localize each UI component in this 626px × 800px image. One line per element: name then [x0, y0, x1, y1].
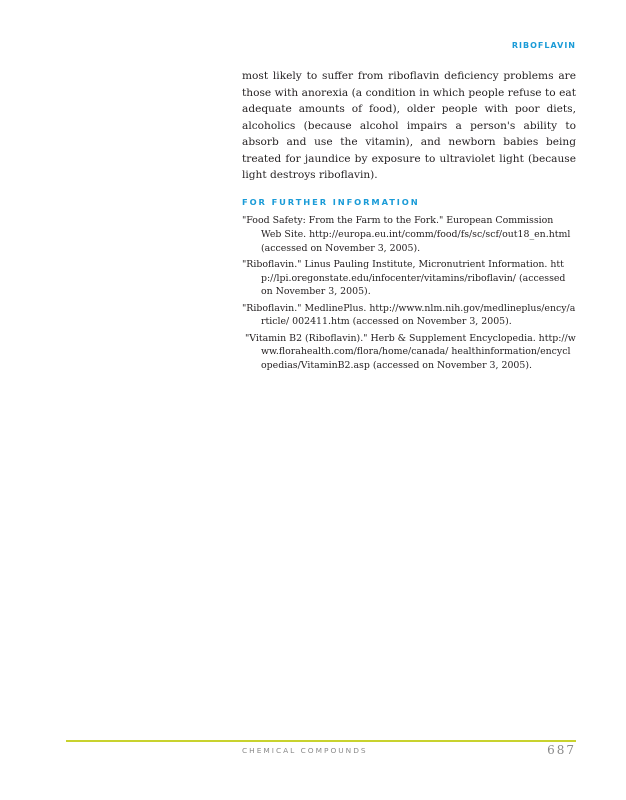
reference-source: MedlinePlus. [304, 302, 367, 314]
reference-item [242, 214, 576, 255]
reference-title: "Food Safety: From the Farm to the Fork." [242, 215, 444, 226]
body-paragraph: most likely to suffer from riboflavin deficiency problems are those with anorexia (a condition in which people refuse to eat adequate amounts of food), older people with poor diets, alcoholics (because alcohol impairs a person's ability to absorb and use the vitamin), and newborn babies being treated for jaundice by exposure to ultraviolet light (because light destroys riboflavin). [242, 70, 576, 181]
reference-source: European Commission Web Site. [261, 215, 554, 240]
running-head: RIBOFLAVIN [511, 41, 576, 50]
section-heading: FOR FURTHER INFORMATION [242, 197, 420, 207]
footer-rule [66, 740, 576, 742]
reference-title: "Riboflavin." [242, 258, 302, 270]
reference-url[interactable]: http://www.nlm.nih.gov/medlineplus/ency/article/ 002411.htm [261, 302, 576, 328]
reference-url[interactable]: http://europa.eu.int/comm/food/fs/sc/scf/out18_en.html [309, 228, 571, 240]
reference-item [242, 302, 576, 330]
reference-accessed: (accessed on November 3, 2005). [261, 272, 566, 298]
reference-title: "Riboflavin." [242, 302, 302, 314]
reference-accessed: (accessed on November 3, 2005). [372, 360, 532, 372]
reference-accessed: (accessed on November 3, 2005). [352, 316, 512, 328]
reference-item [242, 258, 576, 299]
page-number: 687 [547, 743, 576, 757]
reference-url[interactable]: http://www.florahealth.com/flora/home/canada/ healthinformation/encyclopedias/VitaminB2.asp [261, 332, 576, 372]
reference-item [239, 332, 576, 373]
reference-list [242, 214, 576, 375]
reference-url[interactable]: http://lpi.oregonstate.edu/infocenter/vitamins/riboflavin/ [261, 258, 564, 284]
footer-section-label: CHEMICAL COMPOUNDS [242, 746, 368, 755]
reference-source: Herb & Supplement Encyclopedia. [370, 332, 536, 344]
reference-title: "Vitamin B2 (Riboflavin)." [245, 332, 368, 344]
reference-accessed: (accessed on November 3, 2005). [261, 242, 421, 254]
reference-source: Linus Pauling Institute, Micronutrient Information. [304, 258, 548, 270]
